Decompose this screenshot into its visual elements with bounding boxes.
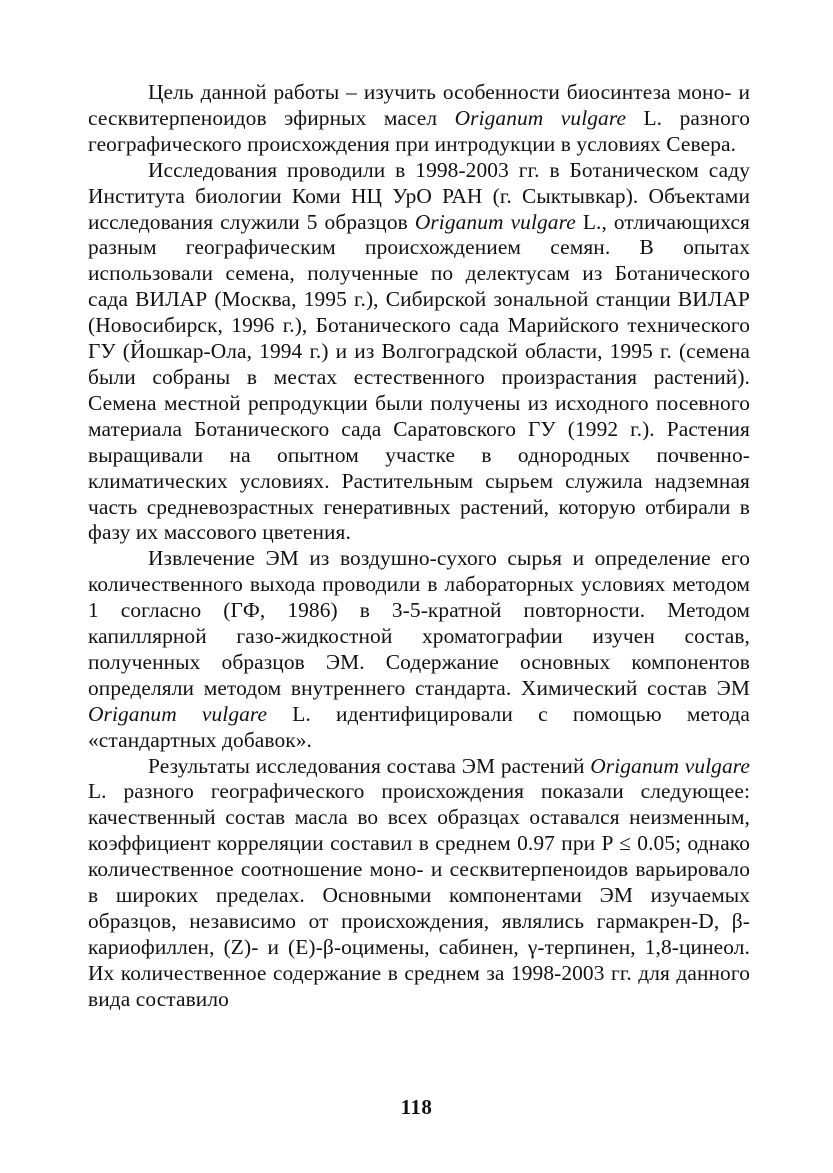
text-segment: Результаты исследования состава ЭМ растений bbox=[148, 753, 591, 778]
paragraph-materials bbox=[88, 158, 750, 547]
text-segment: Цель данной работы – изучить особенности биосинтеза моно- и сесквитерпеноидов эфирных масел bbox=[88, 80, 750, 130]
species-name: Origanum vulgare bbox=[590, 753, 750, 778]
text-segment: Извлечение ЭМ из воздушно-сухого сырья и определение его количественного выхода проводили в лабораторных условиях методом 1 согласно (ГФ, 1986) в 3-5-кратной повторности. Методом капиллярной газо-жидкостной хроматографии изучен состав, полученных образцов ЭМ. Содержание основных компонентов определяли методом внутреннего стандарта. Химический состав ЭМ bbox=[88, 546, 750, 700]
text-segment: L. идентифицировали с помощью метода «стандартных добавок». bbox=[88, 701, 750, 752]
species-name: Origanum vulgare bbox=[454, 105, 627, 130]
text-segment: L. разного географического происхождения при интродукции в условиях Севера. bbox=[88, 105, 750, 156]
paragraph-aim bbox=[88, 80, 750, 158]
text-segment: L., отличающихся разным географическим происхождением семян. В опытах использовали семена, полученные по делектусам из Ботанического сада ВИЛАР (Москва, 1995 г.), Сибирской зональной станции ВИЛАР (Новосибирск, 1996 г.), Ботанического сада Марийского технического ГУ (Йошкар-Ола, 1994 г.) и из Волгоградской области, 1995 г. (семена были собраны в местах естественного произрастания растений). Семена местной репродукции были получены из исходного посевного материала Ботанического сада Саратовского ГУ (1992 г.). Растения выращивали на опытном участке в однородных почвенно-климатических условиях. Растительным сырьем служила надземная часть средневозрастных генеративных растений, которую отбирали в фазу их массового цветения. bbox=[88, 209, 750, 545]
paragraph-methods bbox=[88, 546, 750, 753]
page-number: 118 bbox=[400, 1095, 433, 1119]
text-segment: L. разного географического происхождения показали следующее: качественный состав масла во всех образцах оставался неизменным, коэффициент корреляции составил в среднем 0.97 при P ≤ 0.05; однако количественное соотношение моно- и сесквитерпеноидов варьировало в широких пределах. Основными компонентами ЭМ изучаемых образцов, независимо от происхождения, являлись гармакрен-D, β-кариофиллен, (Z)- и (E)-β-оцимены, сабинен, γ-терпинен, 1,8-цинеол. Их количественное содержание в среднем за 1998-2003 гг. для данного вида составило bbox=[88, 779, 750, 1011]
species-name: Origanum vulgare bbox=[414, 209, 576, 234]
paragraph-results bbox=[88, 754, 750, 1013]
text-segment: Исследования проводили в 1998-2003 гг. в Ботаническом саду Института биологии Коми НЦ УрО РАН (г. Сыктывкар). Объектами исследования служили 5 образцов bbox=[88, 157, 750, 234]
page-body bbox=[88, 80, 750, 1013]
species-name: Origanum vulgare bbox=[88, 701, 268, 726]
